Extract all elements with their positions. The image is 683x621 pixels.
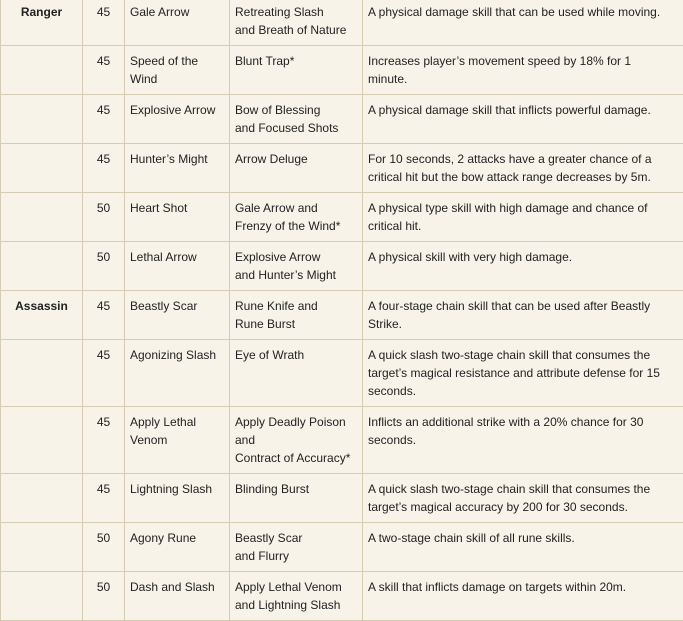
level-cell: 45 xyxy=(83,340,125,407)
class-cell xyxy=(1,95,83,144)
table-row xyxy=(1,291,683,340)
prerequisite-cell: Retreating Slash and Breath of Nature xyxy=(230,0,363,46)
class-cell xyxy=(1,340,83,407)
prerequisite-cell: Blinding Burst xyxy=(230,474,363,523)
description-cell: Increases player’s movement speed by 18% for 1 minute. xyxy=(363,46,683,95)
description-cell: A skill that inflicts damage on targets within 20m. xyxy=(363,572,683,621)
level-cell: 50 xyxy=(83,572,125,621)
skill-cell: Dash and Slash xyxy=(125,572,230,621)
level-cell: 45 xyxy=(83,0,125,46)
skill-cell: Heart Shot xyxy=(125,193,230,242)
prerequisite-cell: Blunt Trap* xyxy=(230,46,363,95)
class-cell xyxy=(1,474,83,523)
skill-cell: Gale Arrow xyxy=(125,0,230,46)
description-cell: A physical damage skill that can be used while moving. xyxy=(363,0,683,46)
description-cell: Inflicts an additional strike with a 20% chance for 30 seconds. xyxy=(363,407,683,474)
skill-cell: Agony Rune xyxy=(125,523,230,572)
level-cell: 45 xyxy=(83,291,125,340)
description-cell: A physical skill with very high damage. xyxy=(363,242,683,291)
level-cell: 45 xyxy=(83,95,125,144)
table-row xyxy=(1,407,683,474)
skill-cell: Speed of the Wind xyxy=(125,46,230,95)
table-row xyxy=(1,144,683,193)
description-cell: A physical damage skill that inflicts powerful damage. xyxy=(363,95,683,144)
table-row xyxy=(1,95,683,144)
table-row xyxy=(1,46,683,95)
prerequisite-cell: Rune Knife and Rune Burst xyxy=(230,291,363,340)
table-row xyxy=(1,340,683,407)
class-cell: Assassin xyxy=(1,291,83,340)
prerequisite-cell: Apply Lethal Venom and Lightning Slash xyxy=(230,572,363,621)
skill-cell: Lethal Arrow xyxy=(125,242,230,291)
table-row xyxy=(1,523,683,572)
skill-cell: Hunter’s Might xyxy=(125,144,230,193)
skill-cell: Agonizing Slash xyxy=(125,340,230,407)
class-cell xyxy=(1,144,83,193)
level-cell: 50 xyxy=(83,523,125,572)
prerequisite-cell: Explosive Arrow and Hunter’s Might xyxy=(230,242,363,291)
table-row xyxy=(1,474,683,523)
skill-cell: Apply Lethal Venom xyxy=(125,407,230,474)
class-cell xyxy=(1,407,83,474)
table-row xyxy=(1,193,683,242)
skill-cell: Explosive Arrow xyxy=(125,95,230,144)
description-cell: For 10 seconds, 2 attacks have a greater chance of a critical hit but the bow attack range decreases by 5m. xyxy=(363,144,683,193)
level-cell: 45 xyxy=(83,46,125,95)
level-cell: 50 xyxy=(83,242,125,291)
class-cell xyxy=(1,46,83,95)
class-cell: Ranger xyxy=(1,0,83,46)
prerequisite-cell: Apply Deadly Poison and Contract of Accuracy* xyxy=(230,407,363,474)
table-row xyxy=(1,242,683,291)
class-cell xyxy=(1,572,83,621)
prerequisite-cell: Eye of Wrath xyxy=(230,340,363,407)
prerequisite-cell: Gale Arrow and Frenzy of the Wind* xyxy=(230,193,363,242)
description-cell: A quick slash two-stage chain skill that consumes the target’s magical resistance and attribute defense for 15 seconds. xyxy=(363,340,683,407)
skills-table-body xyxy=(1,0,683,621)
description-cell: A four-stage chain skill that can be used after Beastly Strike. xyxy=(363,291,683,340)
level-cell: 45 xyxy=(83,407,125,474)
table-row xyxy=(1,0,683,46)
level-cell: 45 xyxy=(83,474,125,523)
prerequisite-cell: Arrow Deluge xyxy=(230,144,363,193)
description-cell: A two-stage chain skill of all rune skills. xyxy=(363,523,683,572)
description-cell: A physical type skill with high damage and chance of critical hit. xyxy=(363,193,683,242)
class-cell xyxy=(1,193,83,242)
level-cell: 50 xyxy=(83,193,125,242)
skill-cell: Beastly Scar xyxy=(125,291,230,340)
class-cell xyxy=(1,242,83,291)
class-cell xyxy=(1,523,83,572)
level-cell: 45 xyxy=(83,144,125,193)
description-cell: A quick slash two-stage chain skill that consumes the target’s magical accuracy by 200 for 30 seconds. xyxy=(363,474,683,523)
prerequisite-cell: Beastly Scar and Flurry xyxy=(230,523,363,572)
prerequisite-cell: Bow of Blessing and Focused Shots xyxy=(230,95,363,144)
skill-cell: Lightning Slash xyxy=(125,474,230,523)
table-row xyxy=(1,572,683,621)
